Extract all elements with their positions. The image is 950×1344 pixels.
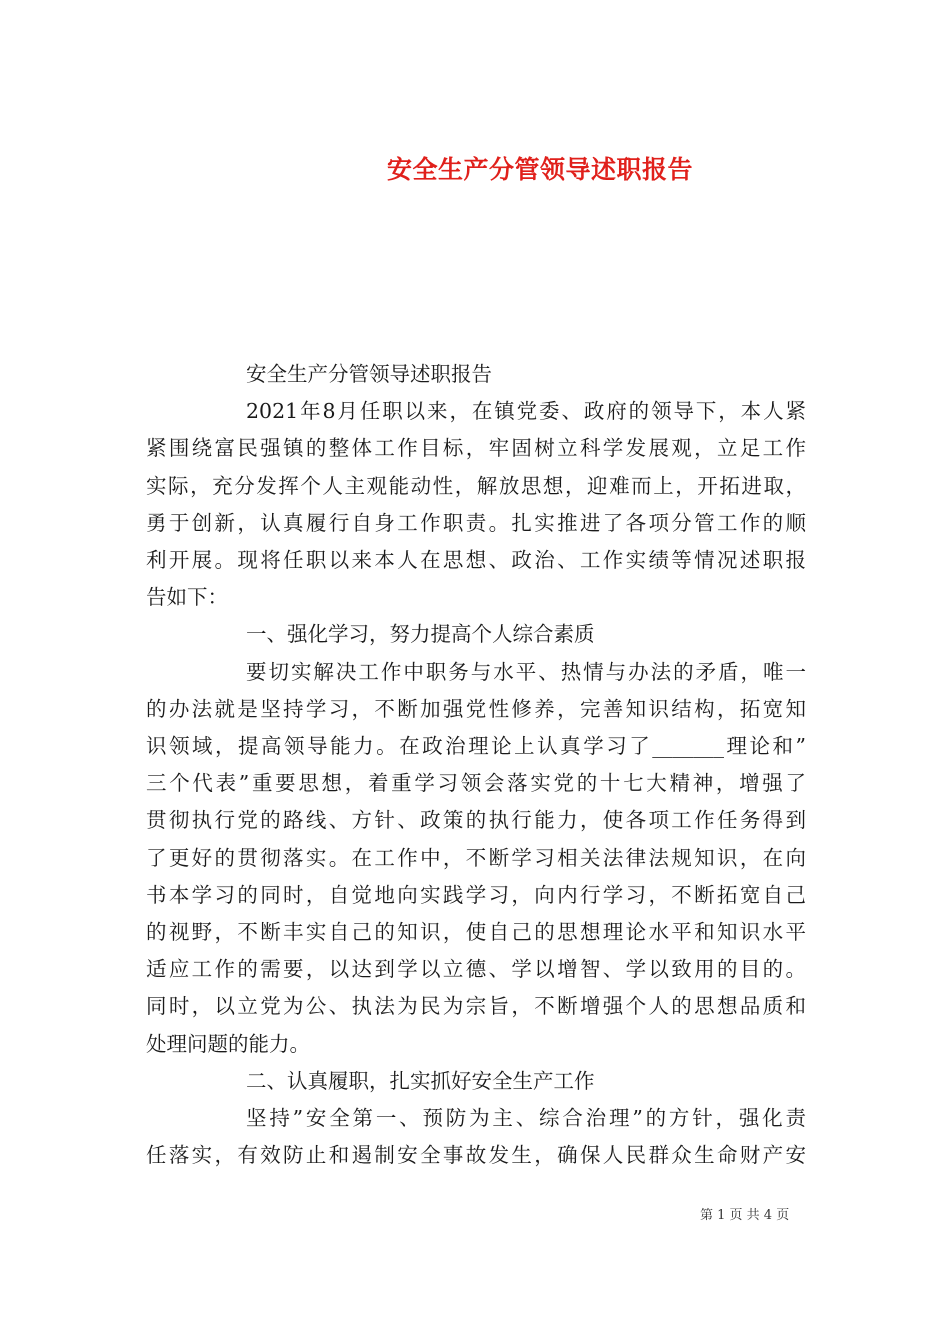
body-line: 了更好的贯彻落实。在工作中，不断学习相关法律法规知识，在向: [146, 845, 806, 870]
body-line: 紧围绕富民强镇的整体工作目标，牢固树立科学发展观，立足工作: [146, 436, 806, 461]
body-line: 告如下：: [146, 585, 228, 610]
document-title: 安全生产分管领导述职报告: [386, 154, 693, 184]
body-line: 的视野，不断丰实自己的知识，使自己的思想理论水平和知识水平: [146, 920, 806, 945]
body-line: 贯彻执行党的路线、方针、政策的执行能力，使各项工作任务得到: [146, 808, 806, 833]
body-line: 一、强化学习，努力提高个人综合素质: [246, 622, 595, 647]
body-line: 三个代表”重要思想，着重学习领会落实党的十七大精神，增强了: [146, 771, 806, 796]
body-line: 安全生产分管领导述职报告: [246, 362, 492, 386]
body-line: 2021年8月任职以来，在镇党委、政府的领导下，本人紧: [246, 399, 806, 424]
body-line: 利开展。现将任职以来本人在思想、政治、工作实绩等情况述职报: [146, 548, 806, 573]
body-line: 书本学习的同时，自觉地向实践学习，向内行学习，不断拓宽自己: [146, 882, 806, 907]
body-line: 识领域，提高领导能力。在政治理论上认真学习了_______理论和”: [146, 734, 806, 759]
body-line: 二、认真履职，扎实抓好安全生产工作: [246, 1068, 595, 1093]
body-line: 适应工作的需要，以达到学以立德、学以增智、学以致用的目的。: [146, 957, 806, 982]
body-line: 的办法就是坚持学习，不断加强党性修养，完善知识结构，拓宽知: [146, 696, 806, 721]
document-body: [146, 356, 806, 1174]
body-line: 要切实解决工作中职务与水平、热情与办法的矛盾，唯一: [246, 659, 806, 684]
body-line: 任落实，有效防止和遏制安全事故发生，确保人民群众生命财产安: [146, 1143, 806, 1168]
body-line: 处理问题的能力。: [146, 1031, 310, 1056]
body-line: 坚持”安全第一、预防为主、综合治理”的方针，强化责: [246, 1106, 806, 1131]
body-line: 勇于创新，认真履行自身工作职责。扎实推进了各项分管工作的顺: [146, 510, 806, 535]
page-number: 第 1 页 共 4 页: [700, 1208, 790, 1223]
body-line: 实际，充分发挥个人主观能动性，解放思想，迎难而上，开拓进取，: [146, 473, 806, 498]
body-line: 同时，以立党为公、执法为民为宗旨，不断增强个人的思想品质和: [146, 994, 806, 1019]
